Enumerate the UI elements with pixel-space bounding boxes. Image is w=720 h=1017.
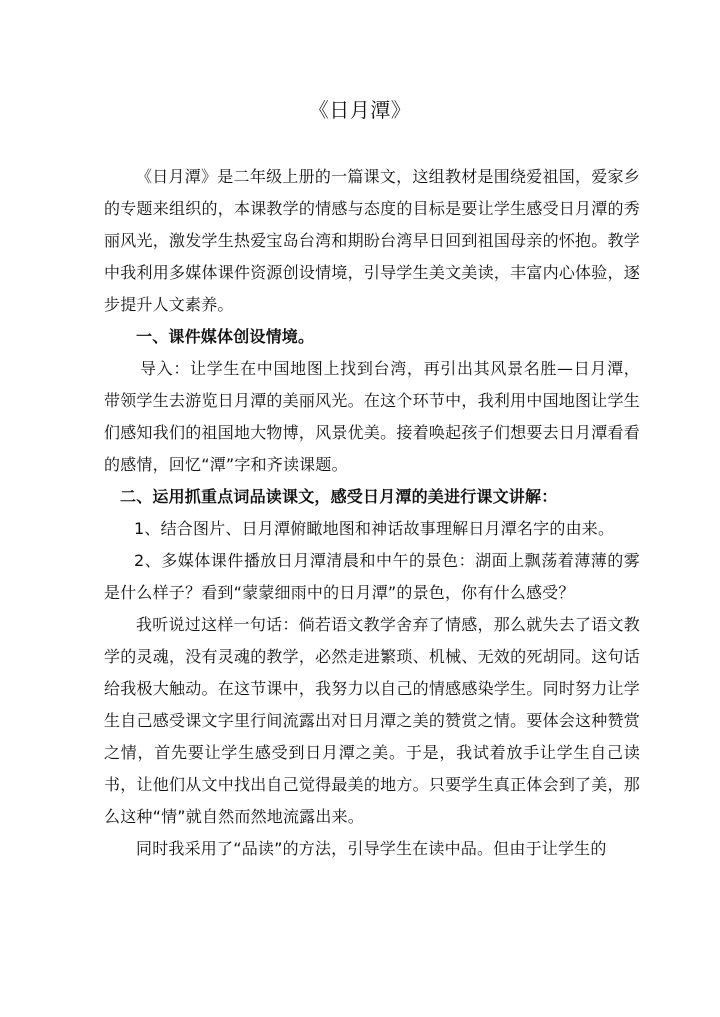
paragraph-reflection: 我听说过这样一句话：倘若语文教学舍弃了情感，那么就失去了语文教学的灵魂，没有灵魂的教学，必然走进繁琐、机械、无效的死胡同。这句话给我极大触动。在这节课中，我努力以自己的情感感染学生。同时努力让学生自己感受课文字里行间流露出对日月潭之美的赞赏之情。要体会这种赞赏之情，首先要让学生感受到日月潭之美。于是，我试着放手让学生自己读书，让他们从文中找出自己觉得最美的地方。只要学生真正体会到了美，那么这种“情”就自然而然地流露出来。 — [104, 615, 640, 826]
section-heading-2: 二、运用抓重点词品读课文，感受日月潭的美进行课文讲解： — [120, 487, 558, 506]
paragraph-method: 同时我采用了“品读”的方法，引导学生在读中品。但由于让学生的 — [136, 839, 607, 858]
document-body — [104, 161, 640, 865]
section-heading-1: 一、课件媒体创设情境。 — [136, 327, 315, 346]
list-item-1: 1、结合图片、日月潭俯瞰地图和神话故事理解日月潭名字的由来。 — [134, 519, 615, 538]
paragraph-intro: 《日月潭》是二年级上册的一篇课文，这组教材是围绕爱祖国，爱家乡的专题来组织的，本课教学的情感与态度的目标是要让学生感受日月潭的秀丽风光，激发学生热爱宝岛台湾和期盼台湾早日回到祖国母亲的怀抱。教学中我利用多媒体课件资源创设情境，引导学生美文美读，丰富内心体验，逐步提升人文素养。 — [104, 167, 640, 314]
paragraph-introduction-step: 导入：让学生在中国地图上找到台湾，再引出其风景名胜—日月潭，带领学生去游览日月潭的美丽风光。在这个环节中，我利用中国地图让学生们感知我们的祖国地大物博，风景优美。接着唤起孩子们想要去日月潭看看的感情，回忆“潭”字和齐读课题。 — [104, 359, 640, 474]
document-title: 《日月潭》 — [308, 98, 412, 122]
list-item-2: 2、多媒体课件播放日月潭清晨和中午的景色：湖面上飘荡着薄薄的雾是什么样子？看到“蒙蒙细雨中的日月潭”的景色，你有什么感受？ — [104, 551, 640, 602]
